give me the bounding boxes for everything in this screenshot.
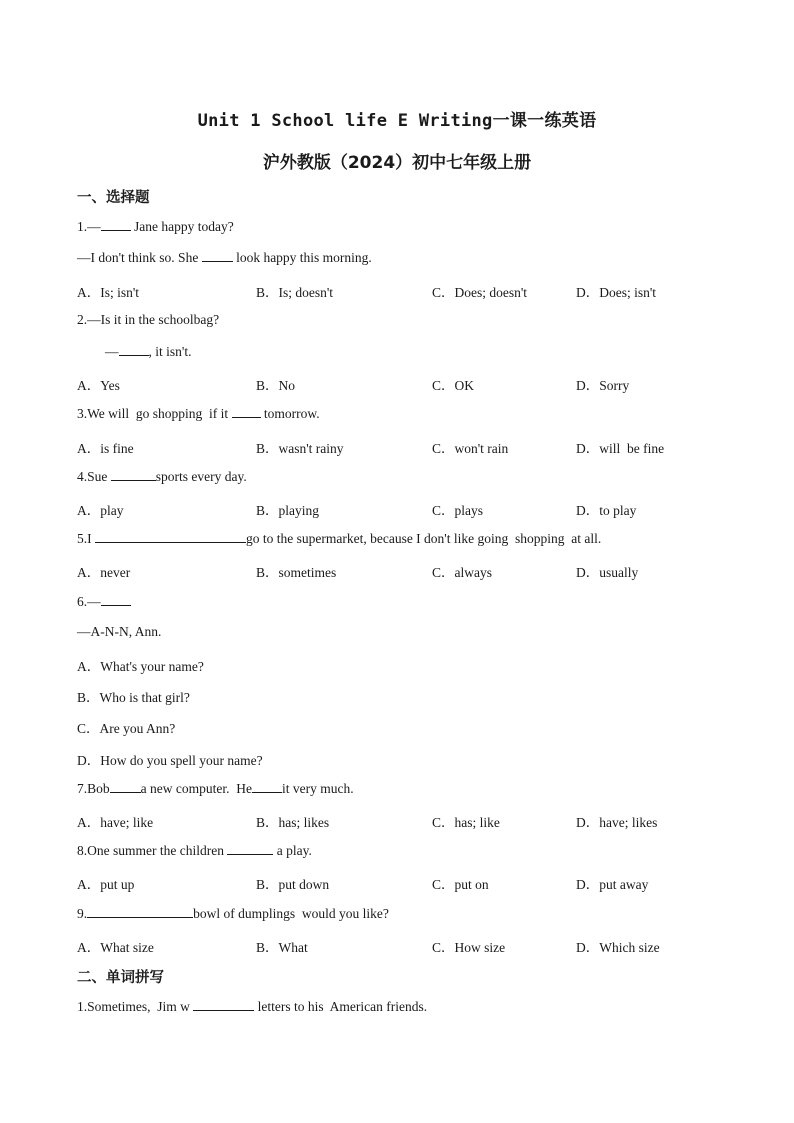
question-3-option-b: B．wasn't rainy	[256, 441, 344, 456]
question-6-option-c: C．Are you Ann?	[77, 721, 176, 736]
question-1-option-a: A．Is; isn't	[77, 285, 140, 300]
question-9-line-1	[77, 905, 389, 922]
question-7-option-a: A．have; like	[77, 815, 154, 830]
question-text: 1.Sometimes, Jim w	[77, 999, 194, 1014]
question-9-option-c: C．How size	[432, 940, 506, 955]
question-6-option-a: A．What's your name?	[77, 659, 204, 674]
question-1-line-2	[77, 249, 372, 266]
question-text: a play.	[273, 843, 312, 858]
question-9-option-a: A．What size	[77, 940, 154, 955]
answer-blank	[101, 218, 131, 231]
question-text: it very much.	[281, 781, 354, 796]
question-8-option-a: A．put up	[77, 877, 135, 892]
question-5-option-d: D．usually	[576, 565, 639, 580]
question-4-option-c: C．plays	[432, 503, 484, 518]
answer-blank	[110, 780, 141, 793]
question-6-line-2: —A-N-N, Ann.	[77, 624, 162, 639]
question-7-option-b: B．has; likes	[256, 815, 330, 830]
question-4-option-a: A．play	[77, 503, 124, 518]
question-text: —I don't think so. She	[77, 250, 202, 265]
question-1-option-d: D．Does; isn't	[576, 285, 657, 300]
question-8-option-c: C．put on	[432, 877, 489, 892]
question-5-option-a: A．never	[77, 565, 131, 580]
question-8-option-b: B．put down	[256, 877, 330, 892]
question-5-line-1	[77, 530, 601, 547]
answer-blank	[202, 249, 233, 262]
answer-blank	[193, 998, 254, 1011]
question-text: 8.One summer the children	[77, 843, 228, 858]
question-2-line-2	[105, 343, 191, 360]
section-heading-spelling: 二、单词拼写	[77, 970, 164, 986]
question-3-line-1	[77, 405, 320, 422]
question-7-line-1	[77, 780, 354, 797]
question-3-option-d: D．will be fine	[576, 441, 665, 456]
question-text: , it isn't.	[148, 344, 192, 359]
question-text: go to the supermarket, because I don't like going shopping at all.	[246, 531, 602, 546]
answer-blank	[101, 593, 131, 606]
question-9-option-d: D．Which size	[576, 940, 660, 955]
question-2-option-b: B．No	[256, 378, 296, 393]
answer-blank	[252, 780, 282, 793]
answer-blank	[119, 343, 149, 356]
answer-blank	[111, 468, 156, 481]
question-2-option-d: D．Sorry	[576, 378, 630, 393]
question-text: 9.	[77, 906, 88, 921]
question-6-line-1	[77, 593, 131, 610]
question-text: 4.Sue	[77, 469, 111, 484]
question-2-option-a: A．Yes	[77, 378, 120, 393]
question-5-option-c: C．always	[432, 565, 492, 580]
answer-blank	[95, 530, 246, 543]
question-text: 3.We will go shopping if it	[77, 406, 232, 421]
question-4-option-d: D．to play	[576, 503, 637, 518]
answer-blank	[87, 905, 193, 918]
page-title: Unit 1 School life E Writing一课一练英语	[197, 111, 597, 131]
answer-blank	[232, 405, 261, 418]
question-text: sports every day.	[155, 469, 247, 484]
question-9-option-b: B．What	[256, 940, 308, 955]
page-subtitle: 沪外教版（2024）初中七年级上册	[262, 153, 532, 173]
question-8-line-1	[77, 842, 312, 859]
question-text: 1.—	[77, 219, 101, 234]
question-1-option-b: B．Is; doesn't	[256, 285, 334, 300]
question-6-option-b: B．Who is that girl?	[77, 690, 190, 705]
question-2-option-c: C．OK	[432, 378, 475, 393]
question-text: 5.I	[77, 531, 95, 546]
question-4-option-b: B．playing	[256, 503, 319, 518]
question-text: letters to his American friends.	[254, 999, 428, 1014]
question-1-line-1	[77, 218, 234, 235]
question-5-option-b: B．sometimes	[256, 565, 337, 580]
spelling-question-1	[77, 998, 427, 1015]
answer-blank	[227, 842, 273, 855]
question-6-option-d: D．How do you spell your name?	[77, 753, 263, 768]
question-7-option-d: D．have; likes	[576, 815, 658, 830]
question-1-option-c: C．Does; doesn't	[432, 285, 528, 300]
question-text: —	[105, 344, 119, 359]
question-text: look happy this morning.	[232, 250, 372, 265]
question-text: a new computer. He	[140, 781, 252, 796]
question-text: 7.Bob	[77, 781, 110, 796]
question-text: 6.—	[77, 594, 101, 609]
question-text: bowl of dumplings would you like?	[193, 906, 389, 921]
question-2-line-1: 2.—Is it in the schoolbag?	[77, 312, 220, 327]
question-8-option-d: D．put away	[576, 877, 649, 892]
question-4-line-1	[77, 468, 247, 485]
question-3-option-c: C．won't rain	[432, 441, 509, 456]
question-7-option-c: C．has; like	[432, 815, 500, 830]
question-text: Jane happy today?	[130, 219, 234, 234]
question-text: tomorrow.	[260, 406, 320, 421]
section-heading-multiple-choice: 一、选择题	[77, 190, 150, 206]
question-3-option-a: A．is fine	[77, 441, 134, 456]
